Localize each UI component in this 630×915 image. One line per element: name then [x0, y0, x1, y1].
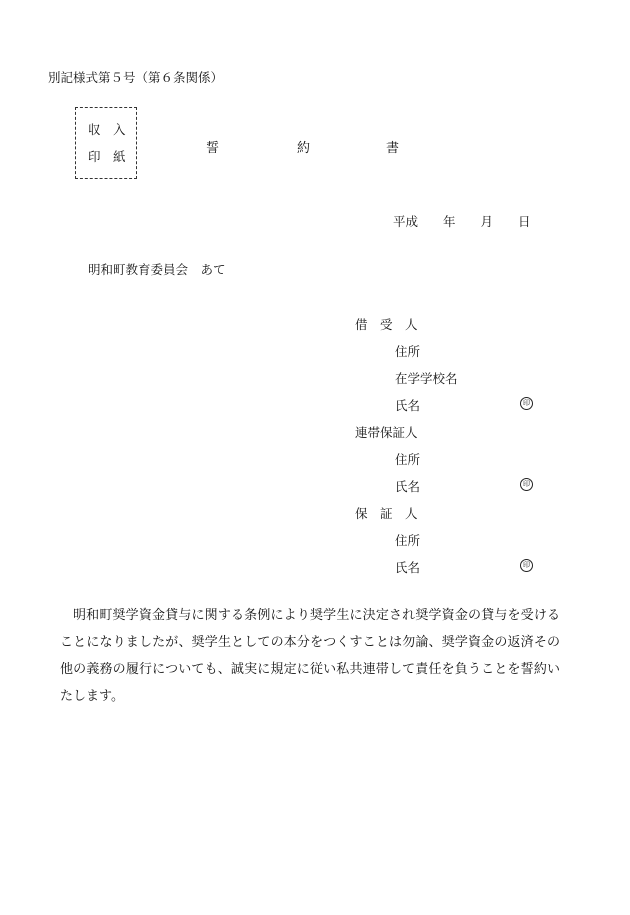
- borrower-address-label: 住所: [395, 344, 421, 359]
- form-number: 別記様式第５号（第６条関係）: [48, 70, 224, 85]
- stamp-label-line1: 収 入: [88, 122, 126, 137]
- date-line: 平成 年 月 日: [393, 214, 531, 229]
- joint-guarantor-heading: 連帯保証人: [355, 425, 418, 440]
- borrower-heading: 借 受 人: [355, 317, 418, 332]
- document-title-char-1: 誓: [206, 141, 220, 156]
- revenue-stamp-box: [75, 107, 137, 179]
- oath-body-text: 明和町奨学資金貸与に関する条例により奨学生に決定され奨学資金の貸与を受けることになりましたが、奨学生としての本分をつくすことは勿論、奨学資金の返済その他の義務の履行についても、誠実に規定に従い私共連帯して責任を負うことを誓約いたします。: [60, 608, 560, 704]
- guarantor-name-label: 氏名: [395, 560, 421, 575]
- document-title-char-2: 約: [297, 141, 311, 156]
- borrower-seal-mark: 印: [520, 397, 533, 410]
- borrower-school-label: 在学学校名: [395, 371, 458, 386]
- guarantor-heading: 保 証 人: [355, 506, 418, 521]
- joint-guarantor-seal-mark: 印: [520, 478, 533, 491]
- joint-guarantor-name-label: 氏名: [395, 479, 421, 494]
- stamp-label-line2: 印 紙: [88, 149, 126, 164]
- addressee: 明和町教育委員会 あて: [88, 262, 226, 277]
- joint-guarantor-address-label: 住所: [395, 452, 421, 467]
- guarantor-address-label: 住所: [395, 533, 421, 548]
- guarantor-seal-mark: 印: [520, 559, 533, 572]
- document-title-char-3: 書: [386, 141, 400, 156]
- borrower-name-label: 氏名: [395, 398, 421, 413]
